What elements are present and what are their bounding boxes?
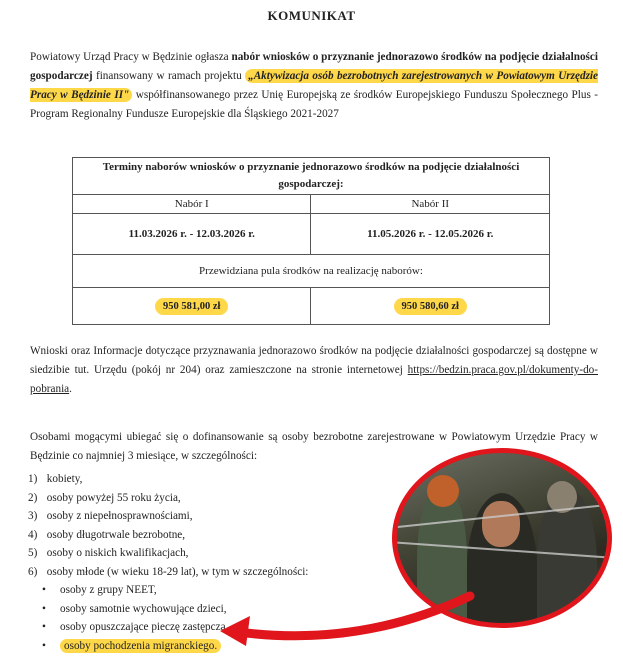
intro-text-2: finansowany w ramach projektu xyxy=(92,70,246,82)
column-nabor-2: Nabór II xyxy=(311,195,550,214)
amount-1: 950 581,00 zł xyxy=(155,298,228,315)
project-name-highlight: „Aktywizacja osób bezrobotnych zarejestrowanych w Powiatowym Urzędzie Pracy w Będzinie II" xyxy=(30,70,598,101)
migrant-item-highlight: osoby pochodzenia migranckiego. xyxy=(60,639,221,653)
bullet-icon: • xyxy=(42,639,46,652)
list-item: 6) osoby młode (w wieku 18-29 lat), w tym w szczególności: xyxy=(28,565,309,578)
amount-2: 950 580,60 zł xyxy=(394,298,467,315)
sub-list-item: • osoby samotnie wychowujące dzieci, xyxy=(28,600,308,619)
funding-pool-label: Przewidziana pula środków na realizację naborów: xyxy=(73,255,550,288)
sub-list-item: • osoby z grupy NEET, xyxy=(28,581,308,600)
bullet-icon: • xyxy=(42,621,46,633)
documents-text: Wnioski oraz Informacje dotyczące przyznawania jednorazowo środków na podjęcie działalności gospodarczej są dostępne w siedzibie tut. Urzędu (pokój nr 204) oraz zamieszczone na stronie internetowej xyxy=(30,345,598,376)
documents-link[interactable]: https://bedzin.praca.gov.pl/dokumenty-do-pobrania xyxy=(30,364,598,395)
list-item: 3) osoby z niepełnosprawnościami, xyxy=(28,510,193,522)
list-item: 1) kobiety, xyxy=(28,473,83,485)
bullet-icon: • xyxy=(42,584,46,596)
intro-text-3: współfinansowanego przez Unię Europejską ze środków Europejskiego Funduszu Społecznego Plus - Program Regionalny Fundusze Europejskie dla Śląskiego 2021-2027 xyxy=(30,89,598,120)
intro-announcement: nabór wniosków o przyznanie jednorazowo środków na podjęcie działalności gospodarczej xyxy=(30,51,598,82)
sub-list-item: • osoby opuszczające pieczę zastępczą, xyxy=(28,618,308,637)
eligibility-paragraph: Osobami mogącymi ubiegać się o dofinansowanie są osoby bezrobotne zarejestrowane w Powiatowym Urzędzie Pracy w Będzinie co najmniej 3 miesiące, w szczególności: xyxy=(30,431,598,462)
document-title: KOMUNIKAT xyxy=(267,8,356,23)
column-nabor-1: Nabór I xyxy=(73,195,311,214)
list-item: 5) osoby o niskich kwalifikacjach, xyxy=(28,547,189,559)
intro-text-1: Powiatowy Urząd Pracy w Będzinie ogłasza xyxy=(30,51,232,63)
date-range-1: 11.03.2026 r. - 12.03.2026 r. xyxy=(73,214,311,255)
bullet-icon: • xyxy=(42,602,46,615)
date-range-2: 11.05.2026 r. - 12.05.2026 r. xyxy=(311,214,550,255)
table-header: Terminy naborów wniosków o przyznanie jednorazowo środków na podjęcie działalności gospodarczej: xyxy=(73,158,550,195)
list-item: 2) osoby powyżej 55 roku życia, xyxy=(28,491,181,504)
documents-end: . xyxy=(69,383,72,395)
list-item: 4) osoby długotrwale bezrobotne, xyxy=(28,528,186,541)
